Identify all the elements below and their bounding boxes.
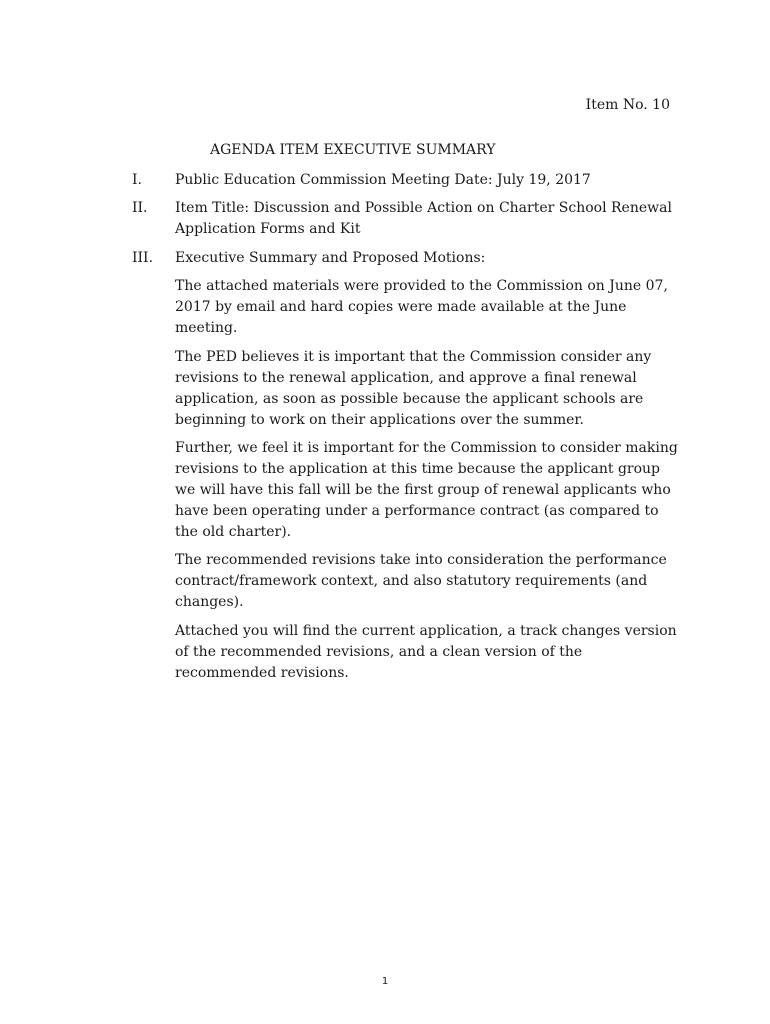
- section-numeral: II.: [132, 200, 148, 216]
- section-executive-summary: [132, 248, 682, 269]
- document-title: AGENDA ITEM EXECUTIVE SUMMARY: [210, 142, 496, 158]
- section-text: Executive Summary and Proposed Motions:: [175, 250, 486, 266]
- summary-paragraph: The attached materials were provided to the Commission on June 07, 2017 by email and hard copies were made available at the June meeting.: [175, 278, 668, 336]
- section-numeral: III.: [132, 250, 154, 266]
- summary-paragraph: The recommended revisions take into consideration the performance contract/framework context, and also statutory requirements (and changes).: [175, 552, 667, 610]
- section-meeting-date: [132, 170, 682, 191]
- section-text: Item Title: Discussion and Possible Action on Charter School Renewal Application Forms and Kit: [175, 200, 672, 237]
- section-numeral: I.: [132, 172, 142, 188]
- summary-paragraph: Attached you will find the current application, a track changes version of the recommended revisions, and a clean version of the recommended revisions.: [175, 623, 677, 681]
- summary-paragraph: The PED believes it is important that the Commission consider any revisions to the renewal application, and approve a final renewal application, as soon as possible because the applicant schools are beginning to work on their applications over the summer.: [175, 349, 652, 428]
- item-number: Item No. 10: [585, 97, 670, 113]
- summary-paragraph: Further, we feel it is important for the Commission to consider making revisions to the application at this time because the applicant group we will have this fall will be the first group of renewal applicants who have been operating under a performance contract (as compared to the old charter).: [175, 440, 678, 540]
- section-text: Public Education Commission Meeting Date: July 19, 2017: [175, 172, 591, 188]
- page-number: 1: [381, 976, 389, 987]
- section-item-title: [132, 198, 682, 240]
